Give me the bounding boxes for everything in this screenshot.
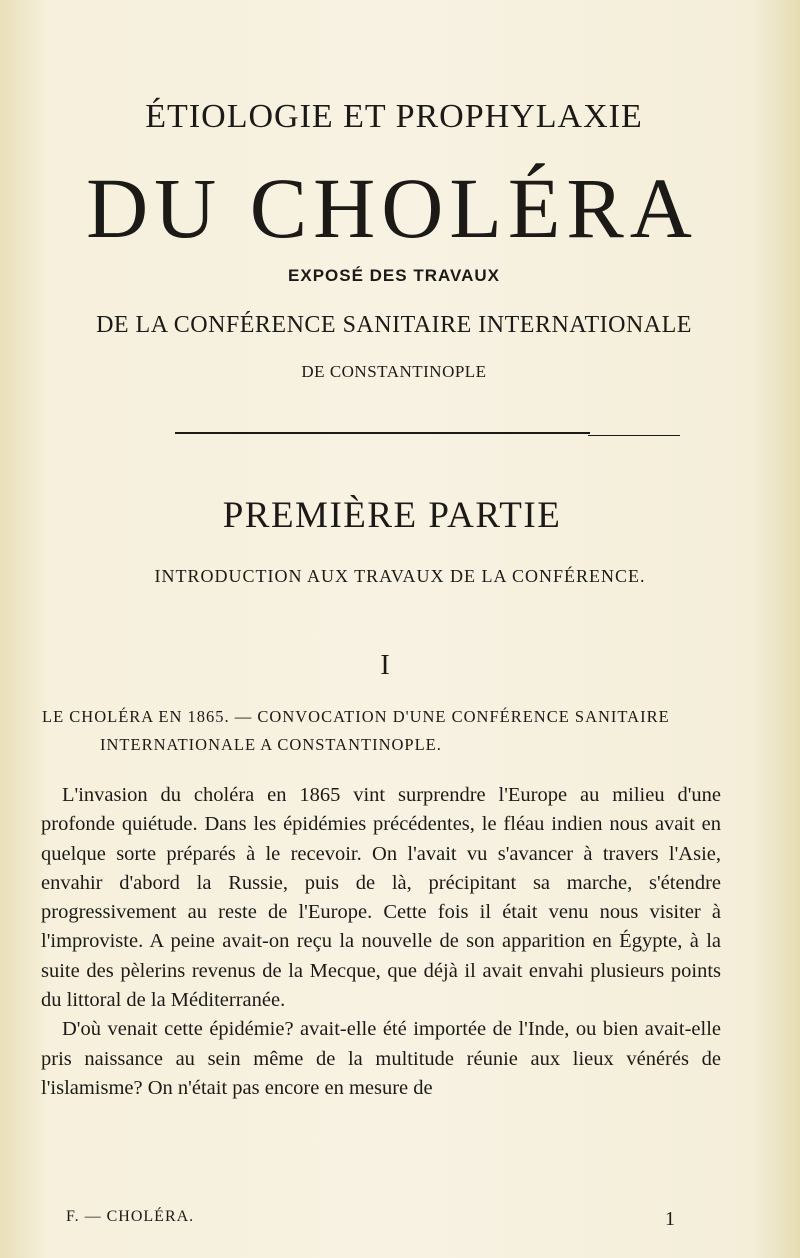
part-subtitle: INTRODUCTION AUX TRAVAUX DE LA CONFÉRENCE. bbox=[154, 566, 646, 586]
chapter-number: I bbox=[380, 650, 390, 681]
body-text bbox=[41, 781, 721, 1103]
subtitle-conference: DE LA CONFÉRENCE SANITAIRE INTERNATIONALE bbox=[96, 312, 692, 338]
part-title: PREMIÈRE PARTIE bbox=[222, 495, 562, 536]
subtitle-constantinople: DE CONSTANTINOPLE bbox=[301, 362, 487, 381]
sheet-number: 1 bbox=[665, 1208, 676, 1230]
signature-mark: F. — CHOLÉRA. bbox=[66, 1208, 195, 1225]
chapter-heading-line1: LE CHOLÉRA EN 1865. — CONVOCATION D'UNE CONFÉRENCE SANITAIRE bbox=[42, 707, 670, 726]
paragraph-1: L'invasion du choléra en 1865 vint surprendre l'Europe au milieu d'une profonde quiétude. Dans les épidémies précédentes, le fléau indien nous avait en quelque sorte préparés à le recevoir. On l'avait vu s'avancer à travers l'Asie, envahir d'abord la Russie, puis de là, précipitant sa marche, s'étendre progressivement au reste de l'Europe. Cette fois il était venu nous visiter à l'improviste. A peine avait-on reçu la nouvelle de son apparition en Égypte, à la suite des pèlerins revenus de la Mecque, que déjà il avait envahi plusieurs points du littoral de la Méditerranée. bbox=[41, 784, 721, 1012]
title-divider bbox=[175, 432, 590, 434]
title-line-etiologie: ÉTIOLOGIE ET PROPHYLAXIE bbox=[145, 98, 643, 135]
chapter-heading-line2: INTERNATIONALE A CONSTANTINOPLE. bbox=[100, 735, 442, 754]
title-divider-extension bbox=[588, 435, 680, 436]
paragraph-2: D'où venait cette épidémie? avait-elle été importée de l'Inde, ou bien avait-elle pris naissance au sein même de la multitude réunie aux lieux vénérés de l'islamisme? On n'était pas encore en mesure de bbox=[41, 1018, 721, 1099]
title-du-cholera: DU CHOLÉRA bbox=[86, 160, 698, 256]
subtitle-expose: EXPOSÉ DES TRAVAUX bbox=[288, 266, 500, 285]
